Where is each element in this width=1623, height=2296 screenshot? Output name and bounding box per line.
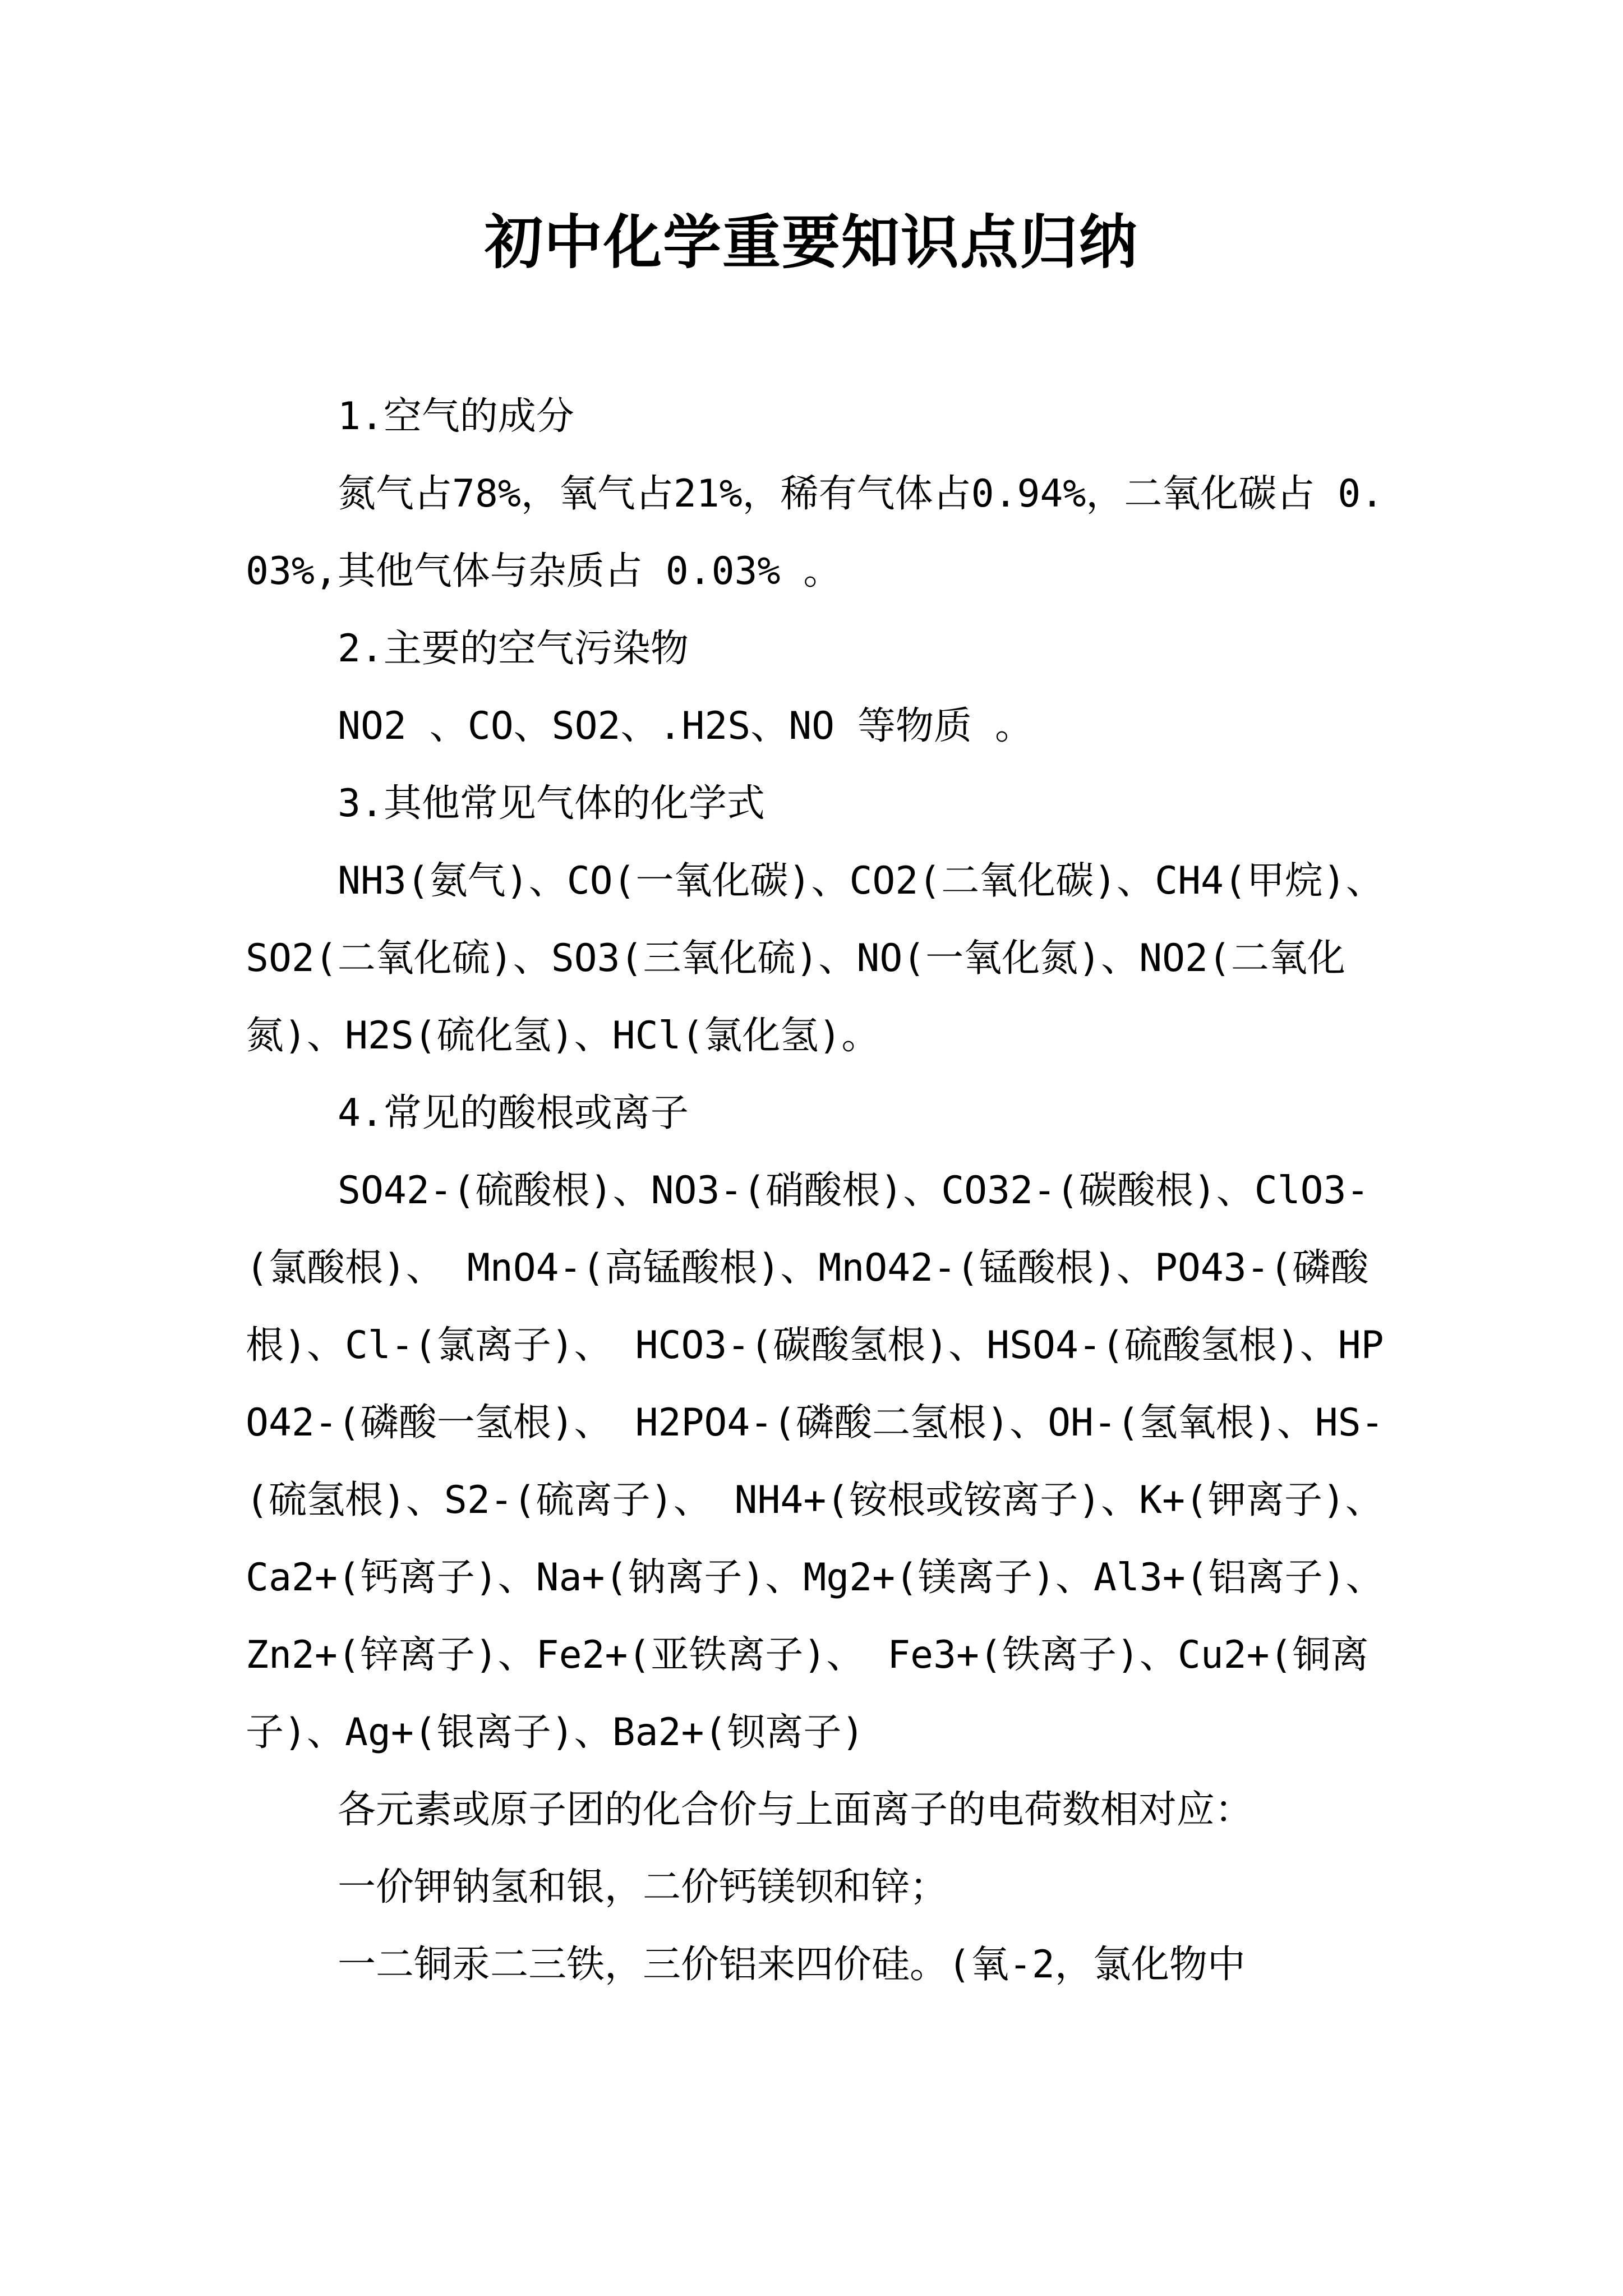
section-heading-gas-formulas: 3.其他常见气体的化学式	[338, 781, 765, 826]
section-heading-air-pollutants: 2.主要的空气污染物	[338, 627, 689, 671]
document-title: 初中化学重要知识点归纳	[484, 208, 1138, 277]
paragraph-gas-formulas: NH3(氨气)、CO(一氧化碳)、CO2(二氧化碳)、CH4(甲烷)、 SO2(二氧化硫)、SO3(三氧化硫)、NO(一氧化氮)、NO2(二氧化氮)、H2S(硫化氢)、HCl(氯化氢)。	[246, 859, 1384, 1058]
section-heading-air-composition: 1.空气的成分	[338, 394, 574, 439]
paragraph-air-pollutants: NO2 、CO、SO2、.H2S、NO 等物质 。	[338, 704, 1033, 748]
paragraph-air-composition: 氮气占78%，氧气占21%，稀有气体占0.94%，二氧化碳占 0.03%,其他气体与杂质占 0.03% 。	[246, 472, 1384, 593]
paragraph-valence-rhyme-2: 一二铜汞二三铁，三价铝来四价硅。(氧-2，氯化物中	[338, 1943, 1246, 1987]
section-heading-ions: 4.常见的酸根或离子	[338, 1091, 689, 1135]
paragraph-valence-intro: 各元素或原子团的化合价与上面离子的电荷数相对应：	[338, 1788, 1253, 1832]
paragraph-valence-rhyme-1: 一价钾钠氢和银，二价钙镁钡和锌；	[338, 1865, 948, 1910]
document-body	[246, 378, 1390, 2004]
paragraph-ions: SO42-(硫酸根)、NO3-(硝酸根)、CO32-(碳酸根)、ClO3-(氯酸根)、 MnO4-(高锰酸根)、MnO42-(锰酸根)、PO43-(磷酸根)、Cl-(氯离子)、 HCO3-(碳酸氢根)、HSO4-(硫酸氢根)、HPO42-(磷酸一氢根)、 H2PO4-(磷酸二氢根)、OH-(氢氧根)、HS-(硫氢根)、S2-(硫离子)、 NH4+(铵根或铵离子)、K+(钾离子)、Ca2+(钙离子)、Na+(钠离子)、Mg2+(镁离子)、Al3+(铝离子)、Zn2+(锌离子)、Fe2+(亚铁离子)、 Fe3+(铁离子)、Cu2+(铜离子)、Ag+(银离子)、Ba2+(钡离子)	[246, 1168, 1384, 1755]
